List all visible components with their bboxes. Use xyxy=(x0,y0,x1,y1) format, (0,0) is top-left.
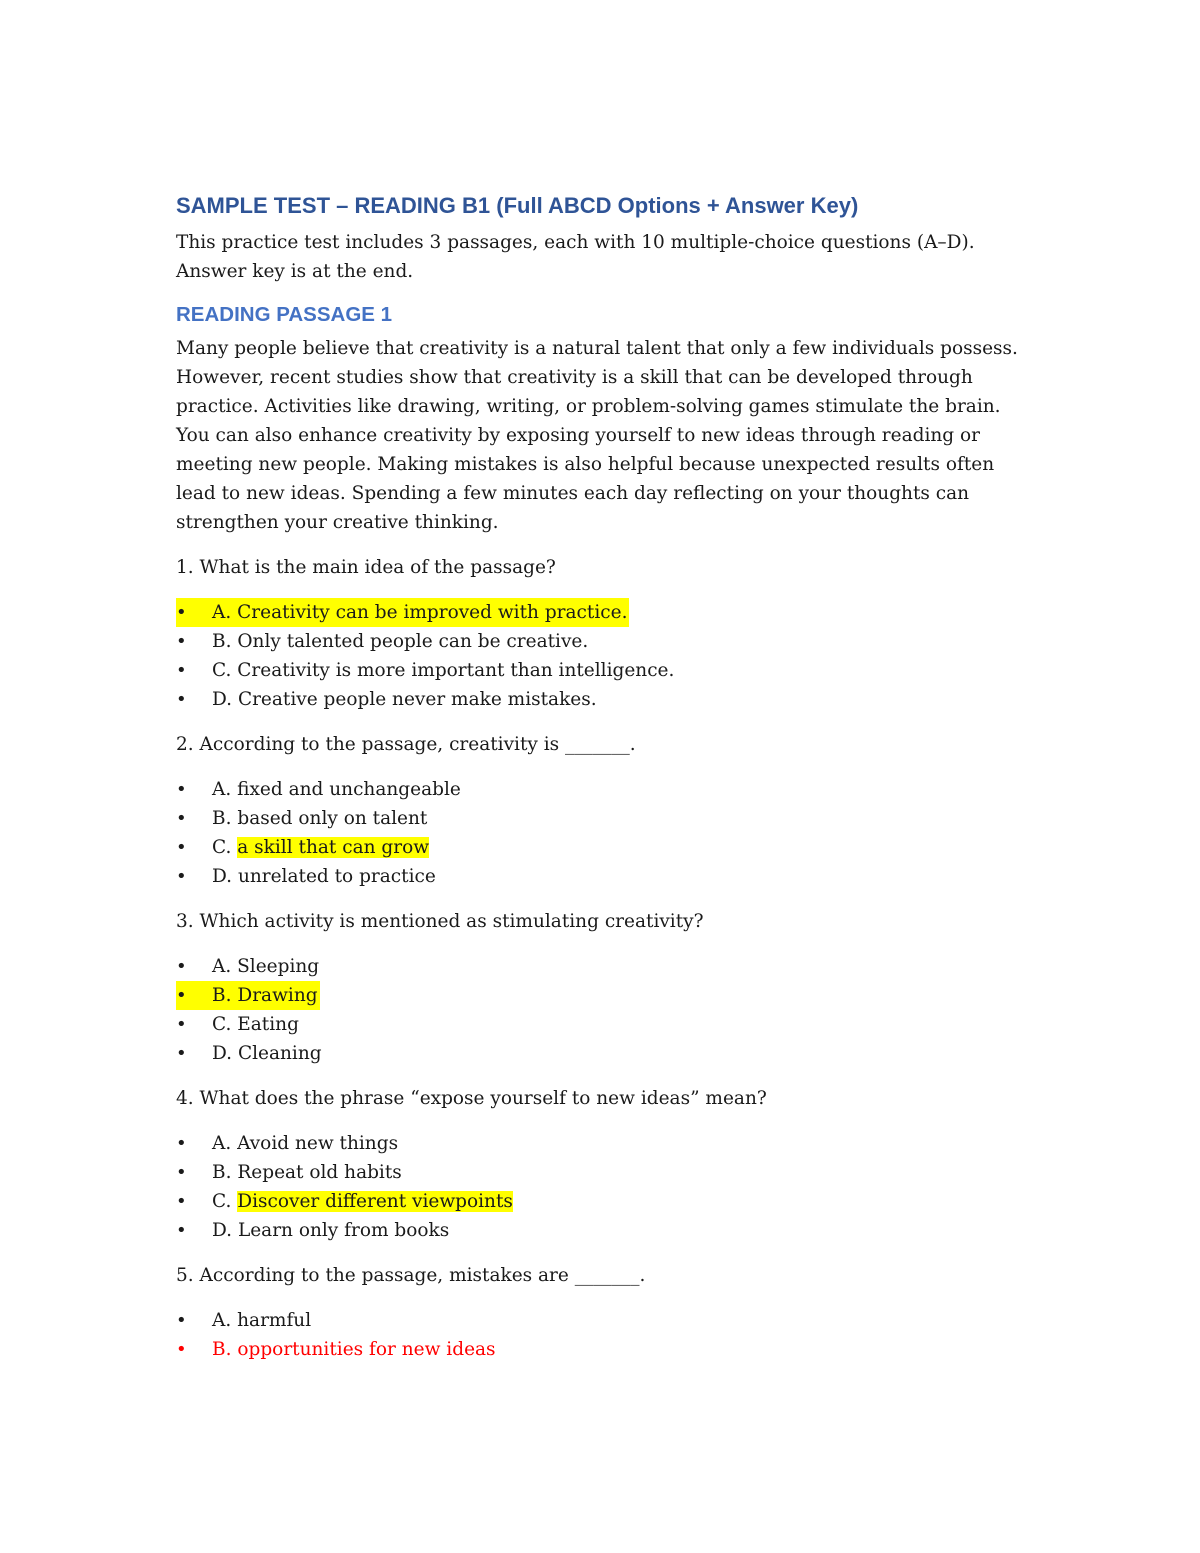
q5-option-a-prefix: A. xyxy=(212,1310,238,1331)
q1-option-c-prefix: C. xyxy=(212,660,238,681)
q1-option-a-prefix: A. xyxy=(212,602,238,623)
question-5: 5. According to the passage, mistakes are _______. xyxy=(176,1265,646,1286)
q4-option-a-prefix: A. xyxy=(212,1133,238,1154)
bullet-icon xyxy=(176,775,212,804)
bullet-icon xyxy=(176,1010,212,1039)
bullet-icon xyxy=(176,627,212,656)
q4-option-d xyxy=(176,1216,1036,1245)
q2-option-c xyxy=(176,833,1036,862)
q5-option-a xyxy=(176,1306,1036,1335)
question-3: 3. Which activity is mentioned as stimulating creativity? xyxy=(176,911,704,932)
q4-option-d-text: Learn only from books xyxy=(237,1220,450,1241)
q3-option-c-prefix: C. xyxy=(212,1014,238,1035)
q3-option-b-text: Drawing xyxy=(237,985,318,1006)
q4-option-b xyxy=(176,1158,1036,1187)
bullet-icon xyxy=(176,1158,212,1187)
q3-option-b xyxy=(176,981,1036,1010)
q3-option-a xyxy=(176,952,1036,981)
q3-option-d xyxy=(176,1039,1036,1068)
document-title: SAMPLE TEST – READING B1 (Full ABCD Options + Answer Key) xyxy=(176,193,859,218)
q4-option-d-prefix: D. xyxy=(212,1220,238,1241)
q4-option-c-text: Discover different viewpoints xyxy=(237,1191,513,1212)
bullet-icon xyxy=(176,1335,212,1364)
q1-option-d-prefix: D. xyxy=(212,689,238,710)
q2-option-a-text: fixed and unchangeable xyxy=(237,779,461,800)
question-2-options xyxy=(176,775,1036,891)
bullet-icon xyxy=(176,656,212,685)
bullet-icon xyxy=(176,598,212,627)
question-1-options xyxy=(176,598,1036,714)
q5-option-b-text: opportunities for new ideas xyxy=(237,1339,496,1360)
q1-option-b-prefix: B. xyxy=(212,631,238,652)
q1-option-c xyxy=(176,656,1036,685)
q1-option-c-text: Creativity is more important than intelligence. xyxy=(237,660,675,681)
intro-line-1: This practice test includes 3 passages, each with 10 multiple-choice questions (A–D). xyxy=(176,232,975,253)
bullet-icon xyxy=(176,804,212,833)
bullet-icon xyxy=(176,981,212,1010)
q2-option-d-text: unrelated to practice xyxy=(237,866,436,887)
q5-option-b xyxy=(176,1335,1036,1364)
q2-option-c-text: a skill that can grow xyxy=(237,837,430,858)
intro-text xyxy=(176,228,1036,286)
bullet-icon xyxy=(176,1129,212,1158)
q2-option-b-text: based only on talent xyxy=(237,808,428,829)
question-4: 4. What does the phrase “expose yourself to new ideas” mean? xyxy=(176,1088,767,1109)
q4-option-c-prefix: C. xyxy=(212,1191,238,1212)
q4-option-a-text: Avoid new things xyxy=(237,1133,399,1154)
question-2: 2. According to the passage, creativity is _______. xyxy=(176,734,636,755)
bullet-icon xyxy=(176,1039,212,1068)
passage-heading: READING PASSAGE 1 xyxy=(176,303,393,326)
bullet-icon xyxy=(176,1216,212,1245)
q5-option-a-text: harmful xyxy=(237,1310,312,1331)
q3-option-c-text: Eating xyxy=(237,1014,299,1035)
q5-option-b-prefix: B. xyxy=(212,1339,238,1360)
q4-option-b-text: Repeat old habits xyxy=(237,1162,402,1183)
document-content xyxy=(176,190,1036,1380)
q2-option-a-prefix: A. xyxy=(212,779,238,800)
question-1: 1. What is the main idea of the passage? xyxy=(176,557,556,578)
q3-option-a-prefix: A. xyxy=(212,956,238,977)
bullet-icon xyxy=(176,685,212,714)
q3-option-d-prefix: D. xyxy=(212,1043,238,1064)
q1-option-a-highlighted xyxy=(176,598,629,627)
q1-option-a xyxy=(176,598,1036,627)
q1-option-d-text: Creative people never make mistakes. xyxy=(237,689,597,710)
question-4-options xyxy=(176,1129,1036,1245)
passage-text: Many people believe that creativity is a natural talent that only a few individuals possess. However, recent studies show that creativity is a skill that can be developed through practice. Activities like drawing, writing, or problem-solving games stimulate the brain. You can also enhance creativity by exposing yourself to new ideas through reading or meeting new people. Making mistakes is also helpful because unexpected results often lead to new ideas. Spending a few minutes each day reflecting on your thoughts can strengthen your creative thinking. xyxy=(176,338,1018,533)
bullet-icon xyxy=(176,1187,212,1216)
q2-option-b xyxy=(176,804,1036,833)
q1-option-a-text: Creativity can be improved with practice. xyxy=(237,602,628,623)
q2-option-b-prefix: B. xyxy=(212,808,238,829)
question-3-options xyxy=(176,952,1036,1068)
q4-option-b-prefix: B. xyxy=(212,1162,238,1183)
q3-option-c xyxy=(176,1010,1036,1039)
q2-option-d xyxy=(176,862,1036,891)
question-5-options xyxy=(176,1306,1036,1364)
q2-option-d-prefix: D. xyxy=(212,866,238,887)
q4-option-c xyxy=(176,1187,1036,1216)
q3-option-a-text: Sleeping xyxy=(237,956,320,977)
bullet-icon xyxy=(176,1306,212,1335)
q1-option-d xyxy=(176,685,1036,714)
q2-option-c-prefix: C. xyxy=(212,837,238,858)
bullet-icon xyxy=(176,833,212,862)
intro-line-2: Answer key is at the end. xyxy=(176,261,414,282)
q3-option-b-highlighted xyxy=(176,981,320,1010)
q2-option-a xyxy=(176,775,1036,804)
q4-option-a xyxy=(176,1129,1036,1158)
bullet-icon xyxy=(176,952,212,981)
q3-option-b-prefix: B. xyxy=(212,985,238,1006)
q3-option-d-text: Cleaning xyxy=(237,1043,322,1064)
bullet-icon xyxy=(176,862,212,891)
q1-option-b xyxy=(176,627,1036,656)
q1-option-b-text: Only talented people can be creative. xyxy=(237,631,589,652)
